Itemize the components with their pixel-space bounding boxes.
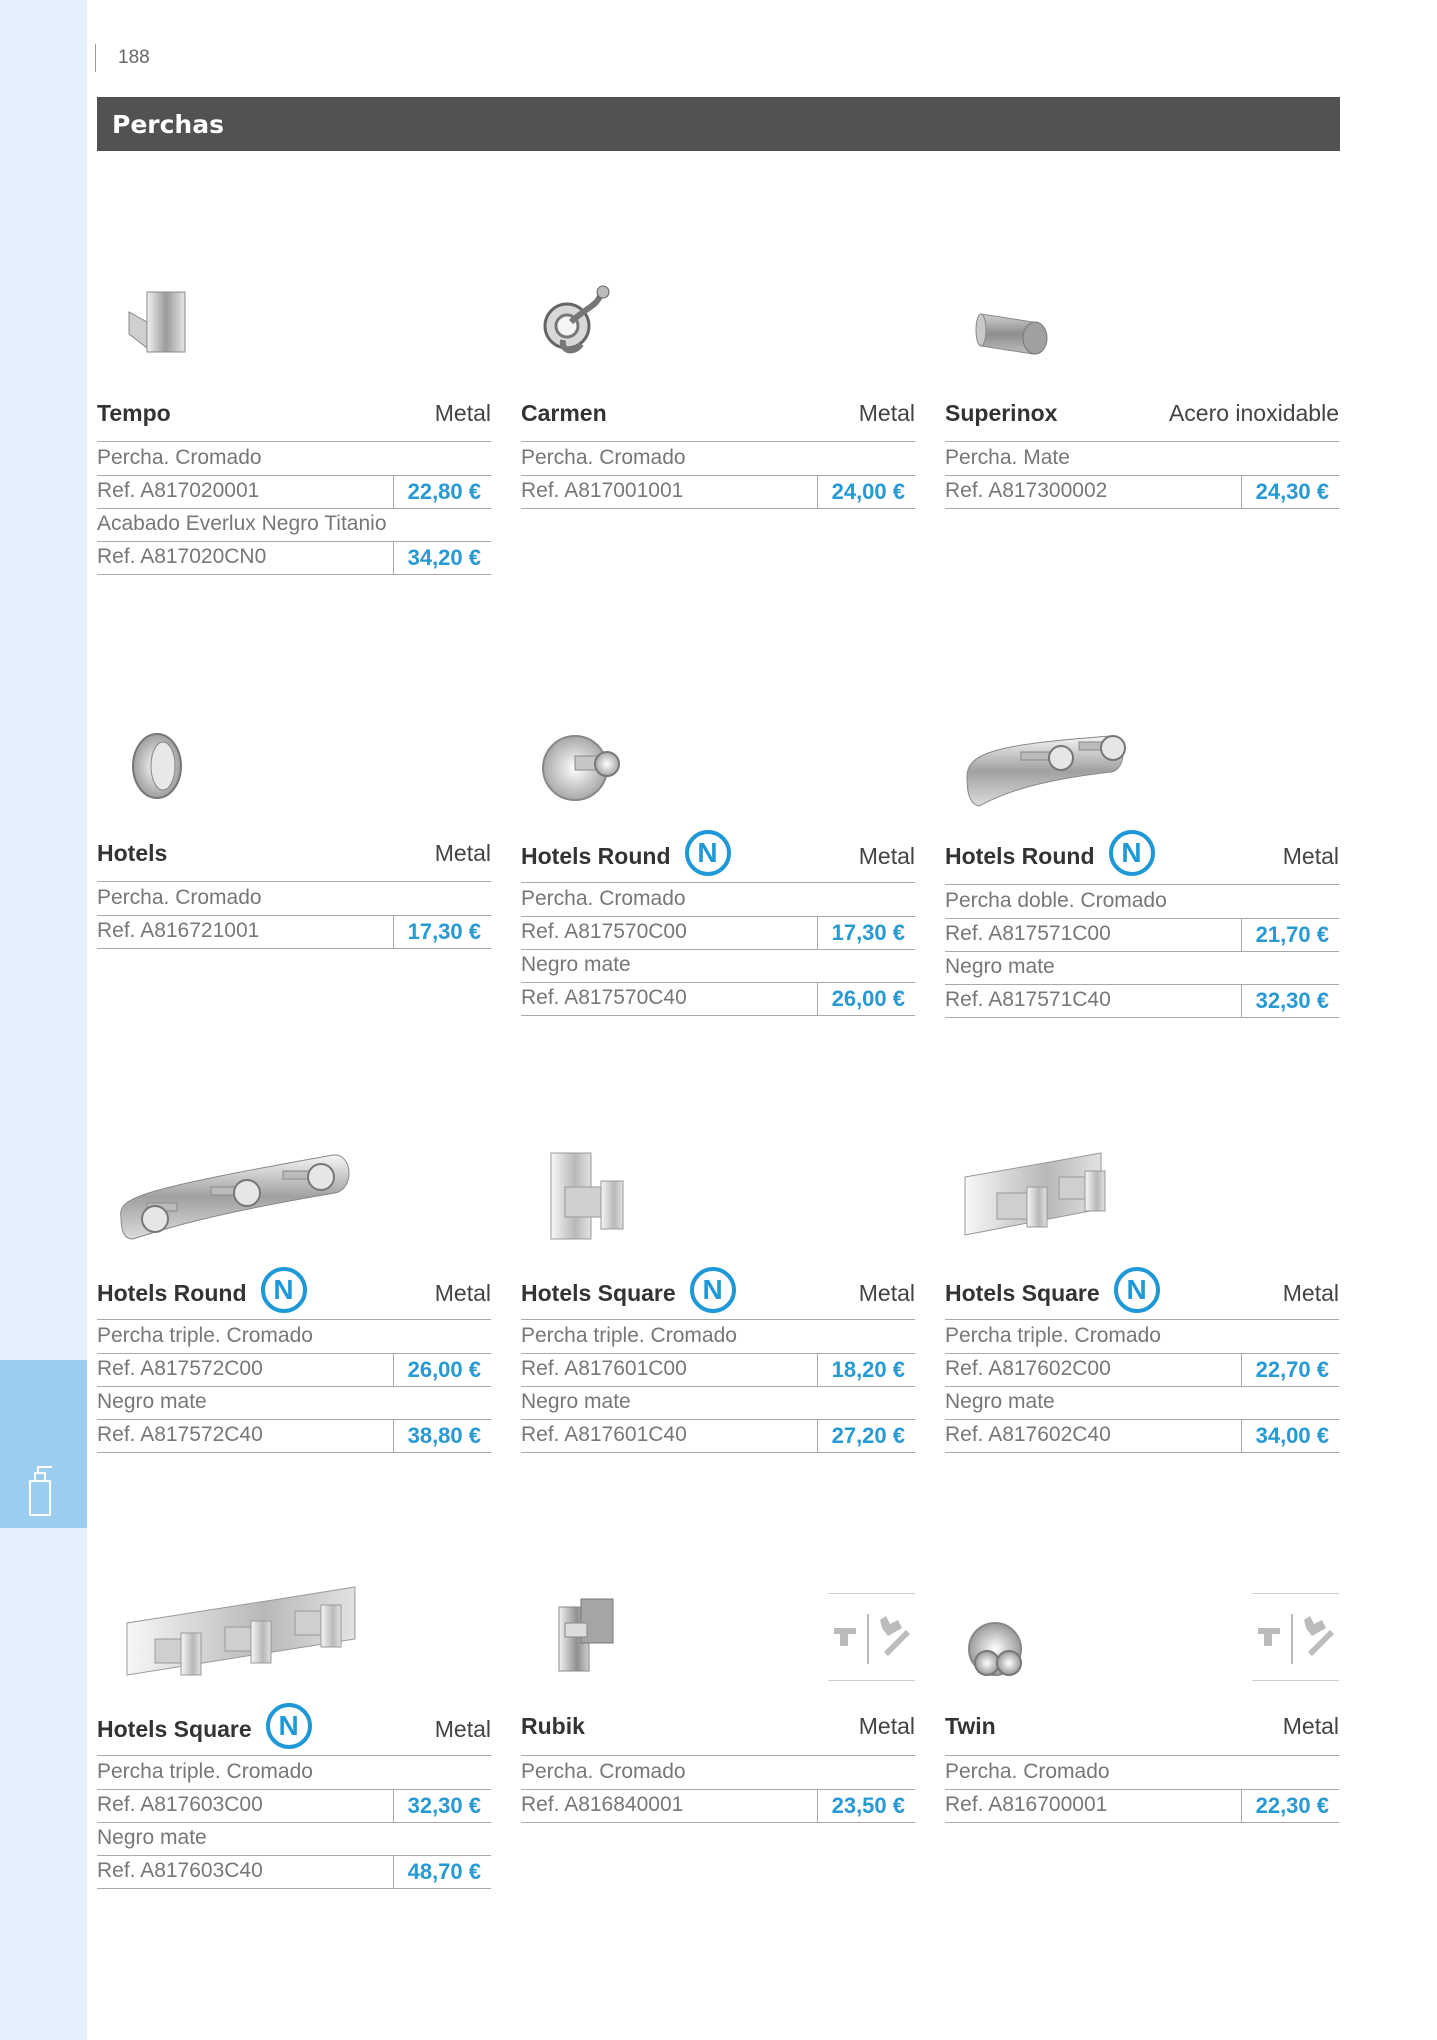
product-ref: Ref. A817572C00 [97, 1357, 263, 1380]
product-ref: Ref. A817602C40 [945, 1423, 1111, 1446]
product-price: 38,80 € [407, 1423, 481, 1448]
product-price: 22,30 € [1255, 1793, 1329, 1818]
round-double-hook-photo [961, 722, 1131, 814]
product-price: 48,70 € [407, 1859, 481, 1884]
product-name: Hotels [97, 840, 168, 866]
page-number: 188 [118, 47, 150, 68]
product-ref: Ref. A817571C40 [945, 988, 1111, 1011]
product-description: Percha. Mate [945, 446, 1070, 469]
product-material: Metal [1282, 1280, 1339, 1306]
product-ref: Ref. A817570C40 [521, 986, 687, 1009]
product-ref: Ref. A817601C40 [521, 1423, 687, 1446]
product-description: Percha. Cromado [97, 886, 262, 909]
product-material: Metal [858, 1280, 915, 1306]
product-name: Twin [945, 1713, 996, 1739]
product-name: Rubik [521, 1713, 585, 1739]
product-name: Hotels Round [945, 843, 1095, 869]
new-badge: N [266, 1703, 312, 1749]
product-ref: Ref. A817571C00 [945, 922, 1111, 945]
product-name: Hotels Square [521, 1280, 676, 1306]
product-material: Metal [434, 840, 491, 866]
product-finish: Negro mate [521, 953, 631, 976]
product-name: Hotels Square [97, 1716, 252, 1742]
product-name: Carmen [521, 400, 607, 426]
product-material: Metal [434, 1716, 491, 1742]
product-finish: Negro mate [97, 1390, 207, 1413]
product-material: Metal [434, 1280, 491, 1306]
section-title-bar [97, 97, 1340, 151]
product-description: Percha triple. Cromado [945, 1324, 1161, 1347]
product-material: Metal [1282, 843, 1339, 869]
fixing-tools-panel [828, 1593, 915, 1681]
product-description: Percha. Cromado [521, 446, 686, 469]
new-badge: N [685, 830, 731, 876]
square-double-hook-photo [961, 1147, 1121, 1243]
product-price: 27,20 € [831, 1423, 905, 1448]
new-badge: N [261, 1267, 307, 1313]
drill-fixing-icon [1252, 1594, 1339, 1682]
product-name: Hotels Round [521, 843, 671, 869]
product-finish: Negro mate [945, 1390, 1055, 1413]
product-description: Percha triple. Cromado [521, 1324, 737, 1347]
product-price: 32,30 € [1255, 988, 1329, 1013]
product-price: 24,30 € [1255, 479, 1329, 504]
round-hook-photo [539, 724, 625, 808]
round-triple-hook-photo [113, 1147, 353, 1243]
product-description: Percha triple. Cromado [97, 1324, 313, 1347]
product-finish: Negro mate [945, 955, 1055, 978]
product-ref: Ref. A816840001 [521, 1793, 684, 1816]
new-badge: N [690, 1267, 736, 1313]
product-ref: Ref. A817020001 [97, 479, 260, 502]
product-material: Acero inoxidable [1168, 400, 1339, 426]
square-single-hook-photo [547, 1147, 637, 1243]
product-description: Percha. Cromado [521, 1760, 686, 1783]
section-title: Perchas [112, 110, 224, 139]
product-description: Percha. Cromado [945, 1760, 1110, 1783]
new-badge: N [1114, 1267, 1160, 1313]
product-description: Percha doble. Cromado [945, 889, 1167, 912]
product-name: Superinox [945, 400, 1058, 426]
oval-hook-photo [123, 724, 193, 804]
cylinder-hook-photo [975, 304, 1055, 360]
product-price: 26,00 € [831, 986, 905, 1011]
new-badge: N [1109, 830, 1155, 876]
product-ref: Ref. A816721001 [97, 919, 260, 942]
fixing-tools-panel [1252, 1593, 1339, 1681]
product-ref: Ref. A817601C00 [521, 1357, 687, 1380]
twin-hook-photo [963, 1619, 1035, 1683]
product-material: Metal [434, 400, 491, 426]
product-price: 21,70 € [1255, 922, 1329, 947]
classic-hook-photo [541, 282, 621, 362]
product-ref: Ref. A816700001 [945, 1793, 1108, 1816]
square-triple-hook-photo [125, 1583, 365, 1683]
product-ref: Ref. A817603C40 [97, 1859, 263, 1882]
product-material: Metal [1282, 1713, 1339, 1739]
soap-dispenser-icon [26, 1465, 56, 1517]
product-name: Hotels Round [97, 1280, 247, 1306]
product-price: 23,50 € [831, 1793, 905, 1818]
product-material: Metal [858, 1713, 915, 1739]
side-strip [0, 0, 87, 2040]
product-material: Metal [858, 400, 915, 426]
square-hook-photo [123, 282, 193, 362]
product-price: 22,70 € [1255, 1357, 1329, 1382]
product-finish: Negro mate [97, 1826, 207, 1849]
product-name: Tempo [97, 400, 171, 426]
product-price: 34,00 € [1255, 1423, 1329, 1448]
product-name: Hotels Square [945, 1280, 1100, 1306]
page-number-rule [95, 44, 96, 72]
product-ref: Ref. A817572C40 [97, 1423, 263, 1446]
product-price: 17,30 € [831, 920, 905, 945]
product-ref: Ref. A817001001 [521, 479, 684, 502]
product-ref: Ref. A817300002 [945, 479, 1108, 502]
product-finish: Negro mate [521, 1390, 631, 1413]
product-ref: Ref. A817602C00 [945, 1357, 1111, 1380]
product-price: 32,30 € [407, 1793, 481, 1818]
product-ref: Ref. A817020CN0 [97, 545, 267, 568]
product-price: 18,20 € [831, 1357, 905, 1382]
product-price: 34,20 € [407, 545, 481, 570]
product-price: 22,80 € [407, 479, 481, 504]
drill-fixing-icon [828, 1594, 915, 1682]
product-price: 24,00 € [831, 479, 905, 504]
product-finish: Acabado Everlux Negro Titanio [97, 512, 387, 535]
product-price: 26,00 € [407, 1357, 481, 1382]
product-description: Percha. Cromado [97, 446, 262, 469]
product-ref: Ref. A817603C00 [97, 1793, 263, 1816]
product-price: 17,30 € [407, 919, 481, 944]
rubik-hook-photo [551, 1593, 621, 1679]
section-tab-accessories[interactable] [0, 1360, 87, 1528]
product-description: Percha. Cromado [521, 887, 686, 910]
product-material: Metal [858, 843, 915, 869]
product-ref: Ref. A817570C00 [521, 920, 687, 943]
product-description: Percha triple. Cromado [97, 1760, 313, 1783]
